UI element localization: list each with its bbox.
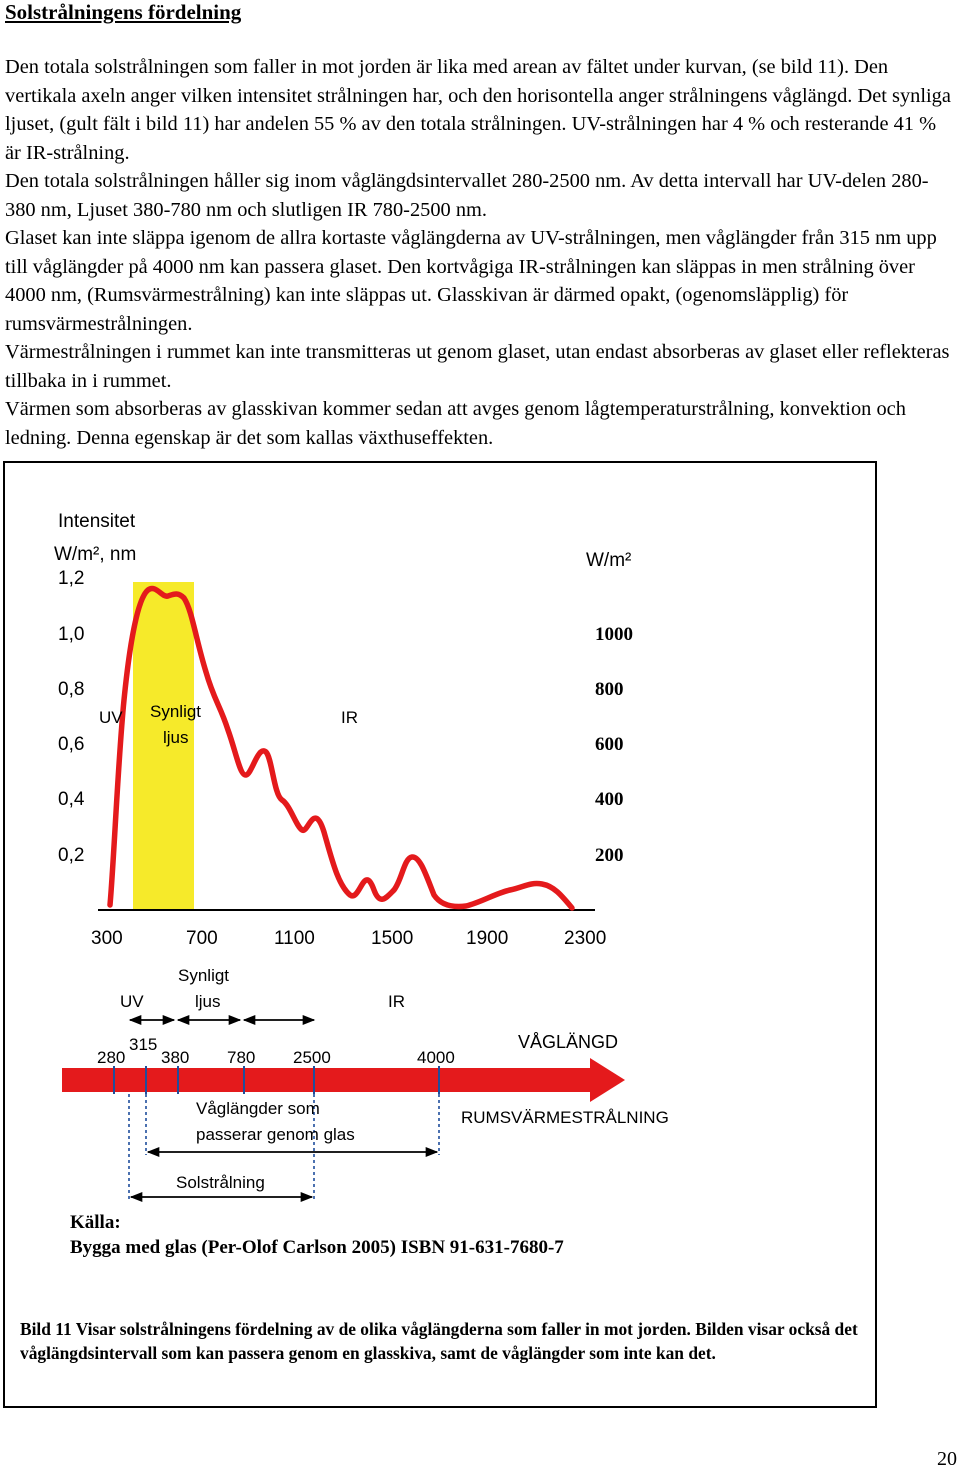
wavelength-arrow-body — [62, 1068, 594, 1092]
scale-mark: 780 — [227, 1048, 256, 1067]
scale-mark: 4000 — [417, 1048, 455, 1067]
glass-range-label-2: passerar genom glas — [196, 1125, 355, 1144]
glass-range-label: Våglängder som — [196, 1099, 320, 1118]
scale-mark: 280 — [97, 1048, 126, 1067]
wavelength-arrow-head — [590, 1058, 625, 1102]
y-tick-right: 400 — [595, 789, 624, 810]
room-radiation-label: RUMSVÄRMESTRÅLNING — [461, 1108, 669, 1127]
y-tick-left: 1,0 — [58, 624, 85, 645]
source-label: Källa: — [70, 1212, 121, 1233]
arrow-label: VÅGLÄNGD — [518, 1032, 619, 1052]
y-tick-right: 200 — [595, 845, 624, 866]
y-tick-right: 600 — [595, 734, 624, 755]
x-tick: 1100 — [274, 928, 315, 949]
y-tick-right: 1000 — [595, 624, 633, 645]
y-axis-unit-left: W/m², nm — [54, 544, 137, 565]
y-tick-left: 0,4 — [58, 789, 85, 810]
y-tick-left: 0,8 — [58, 679, 85, 700]
scale-label-visible: Synligt — [178, 966, 230, 985]
y-axis-title: Intensitet — [58, 511, 136, 532]
y-tick-left: 1,2 — [58, 568, 85, 589]
y-axis-unit-right: W/m² — [586, 550, 632, 571]
x-tick: 1900 — [466, 928, 509, 949]
paragraph-intro: Den totala solstrålningen som faller in mot jorden är lika med arean av fältet under kurvan, (se bild 11). Den vertikala axeln anger vilken intensitet strålningen har, och den horisontella anger strålningens våglängd. Det synliga ljuset, (gult fält i bild 11) har andelen 55 % av den totala strålningen. UV-strålningen har 4 % och resterande 41 % är IR-strålning. — [5, 56, 951, 164]
scale-mark: 380 — [161, 1048, 190, 1067]
x-tick: 700 — [186, 928, 218, 949]
paragraph-interval: Den totala solstrålningen håller sig inom våglängdsintervallet 280-2500 nm. Av detta intervall har UV-delen 280-380 nm, Ljuset 380-780 nm och slutligen IR 780-2500 nm. — [5, 170, 929, 221]
scale-mark: 2500 — [293, 1048, 331, 1067]
y-tick-right: 800 — [595, 679, 624, 700]
solar-range-label: Solstrålning — [176, 1173, 265, 1192]
scale-label-ir: IR — [388, 992, 405, 1011]
band-label-visible-2: ljus — [163, 728, 189, 747]
paragraph-greenhouse: Värmen som absorberas av glasskivan kommer sedan att avges genom lågtemperaturstrålning, konvektion och ledning. Denna egenskap är det som kallas växthuseffekten. — [5, 398, 906, 449]
x-tick: 2300 — [564, 928, 607, 949]
figure-caption: Bild 11 Visar solstrålningens fördelning av de olika våglängderna som faller in mot jorden. Bilden visar också det våglängdsintervall som kan passera genom en glasskiva, samt de våglängder som inte kan det. — [20, 1319, 858, 1363]
source-text: Bygga med glas (Per-Olof Carlson 2005) ISBN 91-631-7680-7 — [70, 1237, 564, 1258]
x-tick: 1500 — [371, 928, 414, 949]
band-label-visible: Synligt — [150, 702, 202, 721]
band-label-ir: IR — [341, 708, 358, 727]
paragraph-glass: Glaset kan inte släppa igenom de allra kortaste våglängderna av UV-strålningen, men våglängder från 315 nm upp till våglängder på 4000 nm kan passera glaset. Den kortvågiga IR-strålningen kan släppas in men strålning över 4000 nm, (Rumsvärmestrålning) kan inte släppas ut. Glasskivan är därmed opakt, (ogenomsläpplig) för rumsvärmestrålningen. — [5, 227, 937, 335]
scale-label-uv: UV — [120, 992, 144, 1011]
scale-mark: 315 — [129, 1035, 158, 1054]
page-heading: Solstrålningens fördelning — [5, 0, 242, 24]
scale-label-visible-2: ljus — [195, 992, 221, 1011]
x-tick: 300 — [91, 928, 123, 949]
band-label-uv: UV — [99, 708, 123, 727]
y-tick-left: 0,2 — [58, 845, 85, 866]
paragraph-room-heat: Värmestrålningen i rummet kan inte transmitteras ut genom glaset, utan endast absorberas av glaset eller reflekteras tillbaka in i rummet. — [5, 341, 950, 392]
page-number: 20 — [937, 1448, 957, 1470]
y-tick-left: 0,6 — [58, 734, 85, 755]
